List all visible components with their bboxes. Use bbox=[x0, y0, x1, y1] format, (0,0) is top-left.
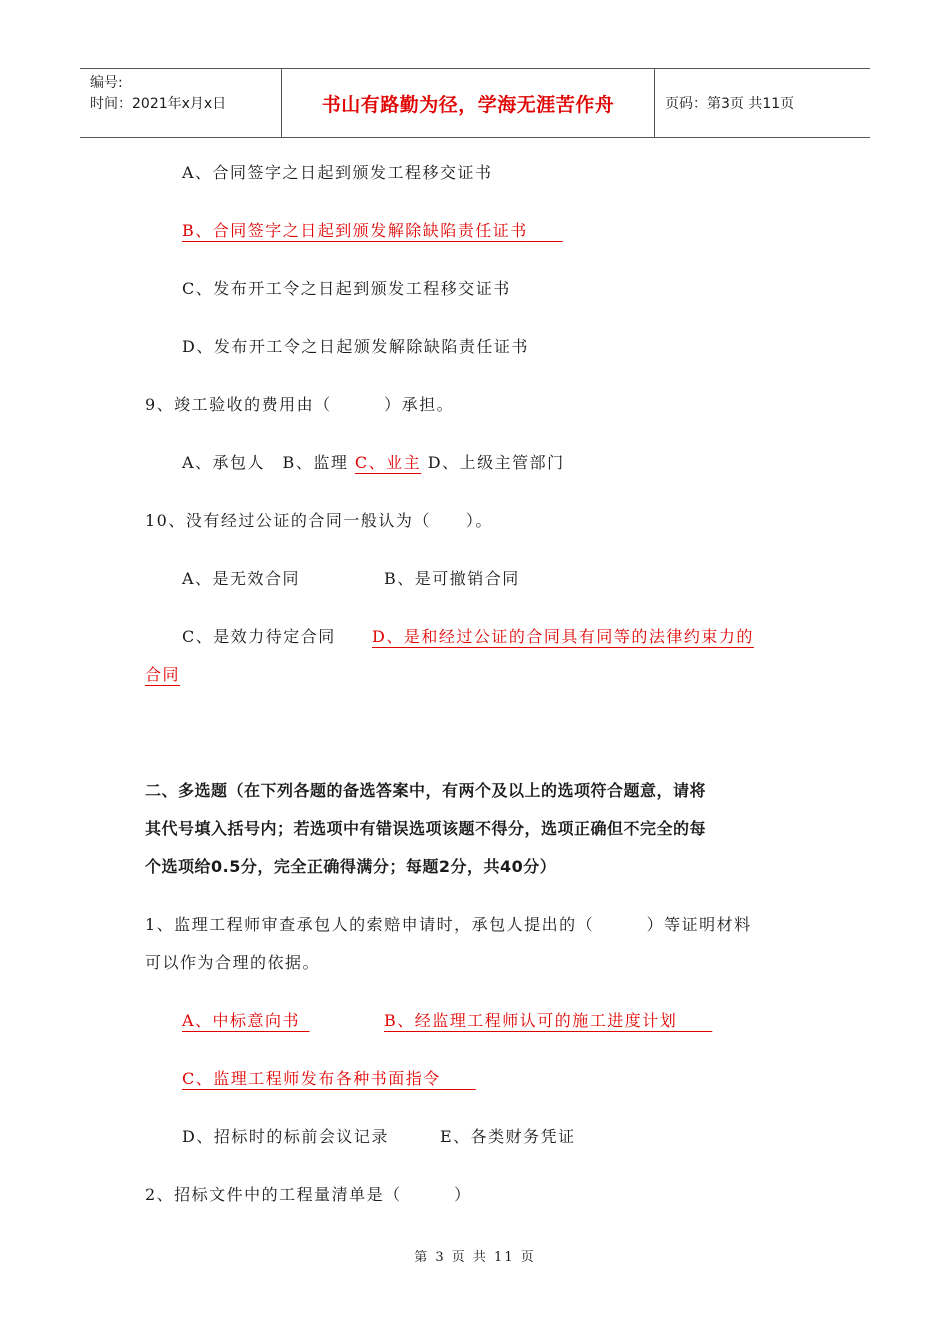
mq1-option-a-answer: A、中标意向书 bbox=[182, 1011, 301, 1030]
q9-option-c-answer: C、业主 bbox=[354, 453, 422, 472]
q8-option-b-answer: B、合同签字之日起到颁发解除缺陷责任证书 bbox=[182, 221, 528, 240]
q8-option-a: A、合同签字之日起到颁发工程移交证书 bbox=[182, 163, 493, 182]
page-footer: 第 3 页 共 11 页 bbox=[414, 1250, 536, 1265]
q8-option-d: D、发布开工令之日起颁发解除缺陷责任证书 bbox=[182, 337, 529, 356]
section2-heading-line1: 二、多选题（在下列各题的备选答案中，有两个及以上的选项符合题意，请将 bbox=[145, 781, 707, 800]
mq1-option-e: E、各类财务凭证 bbox=[440, 1127, 576, 1146]
header-page-info: 页码：第3页 共11页 bbox=[665, 96, 795, 112]
q10-stem: 10、没有经过公证的合同一般认为（ ）。 bbox=[145, 511, 493, 530]
section2-heading-line2: 其代号填入括号内；若选项中有错误选项该题不得分，选项正确但不完全的每 bbox=[145, 819, 707, 838]
q8-option-c: C、发布开工令之日起到颁发工程移交证书 bbox=[182, 279, 511, 298]
mq1-option-c-answer: C、监理工程师发布各种书面指令 bbox=[182, 1069, 441, 1088]
page-header bbox=[80, 68, 870, 138]
header-motto: 书山有路勤为径，学海无涯苦作舟 bbox=[282, 69, 655, 137]
q10-option-b: B、是可撤销合同 bbox=[384, 569, 520, 588]
q10-option-a: A、是无效合同 bbox=[182, 569, 301, 588]
mq1-stem-line1: 1、监理工程师审查承包人的索赔申请时，承包人提出的（ ）等证明材料 bbox=[145, 915, 752, 934]
section2-heading-line3: 个选项给0.5分，完全正确得满分；每题2分，共40分） bbox=[145, 857, 557, 876]
q10-option-d-answer: D、是和经过公证的合同具有同等的法律约束力的 bbox=[372, 627, 754, 646]
q9-stem: 9、竣工验收的费用由（ ）承担。 bbox=[145, 395, 455, 414]
q10-option-d-answer-cont: 合同 bbox=[145, 665, 181, 684]
q9-options bbox=[182, 450, 565, 473]
header-meta bbox=[80, 69, 282, 137]
date-label: 时间：2021年x月x日 bbox=[90, 96, 227, 112]
code-label: 编号: bbox=[90, 75, 123, 91]
q9-option-ab: A、承包人 B、监理 bbox=[182, 453, 349, 472]
mq2-stem: 2、招标文件中的工程量清单是（ ） bbox=[145, 1185, 472, 1204]
q9-option-d: D、上级主管部门 bbox=[427, 453, 565, 472]
mq1-option-d: D、招标时的标前会议记录 bbox=[182, 1127, 389, 1146]
mq1-stem-line2: 可以作为合理的依据。 bbox=[145, 953, 321, 972]
q10-option-c: C、是效力待定合同 bbox=[182, 627, 336, 646]
mq1-option-b-answer: B、经监理工程师认可的施工进度计划 bbox=[384, 1011, 678, 1030]
